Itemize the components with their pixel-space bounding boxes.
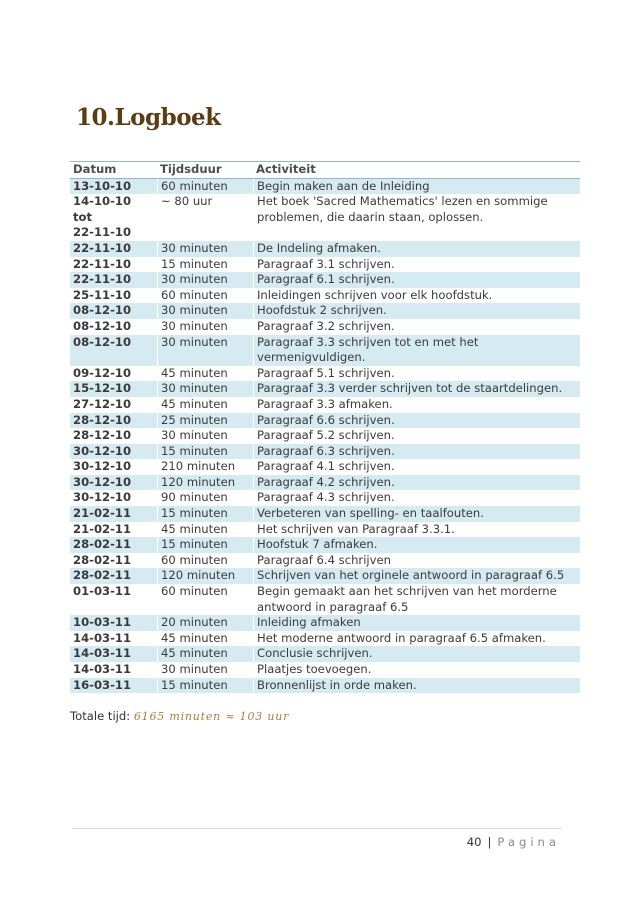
- cell-duration: 210 minuten: [157, 459, 253, 475]
- cell-activity: Paragraaf 4.1 schrijven.: [253, 459, 580, 475]
- table-row: [70, 397, 580, 413]
- table-row: [70, 335, 580, 366]
- header-activity: Activiteit: [256, 162, 316, 176]
- footer-separator: |: [487, 835, 492, 849]
- cell-date: 09-12-10: [73, 365, 132, 380]
- cell-activity: Paragraaf 5.2 schrijven.: [253, 428, 580, 444]
- cell-duration: 15 minuten: [157, 506, 253, 522]
- header-duration: Tijdsduur: [160, 162, 222, 176]
- cell-date: 28-12-10: [73, 412, 132, 427]
- cell-date: 30-12-10: [73, 443, 132, 458]
- table-row: [70, 662, 580, 678]
- cell-duration: 90 minuten: [157, 490, 253, 506]
- cell-date: 14-03-11: [73, 630, 132, 645]
- cell-duration: 30 minuten: [157, 428, 253, 444]
- cell-activity: Bronnenlijst in orde maken.: [253, 678, 580, 694]
- cell-duration: ~ 80 uur: [157, 194, 253, 241]
- table-row: [70, 459, 580, 475]
- table-row: [70, 241, 580, 257]
- cell-activity: Paragraaf 3.3 afmaken.: [253, 397, 580, 413]
- cell-activity: Paragraaf 4.3 schrijven.: [253, 490, 580, 506]
- cell-date: 16-03-11: [73, 677, 132, 692]
- table-row: [70, 537, 580, 553]
- cell-duration: 45 minuten: [157, 366, 253, 382]
- cell-duration: 60 minuten: [157, 584, 253, 615]
- cell-date: 27-12-10: [73, 396, 132, 411]
- cell-date: 01-03-11: [73, 584, 132, 599]
- cell-activity: Paragraaf 6.4 schrijven: [253, 553, 580, 569]
- cell-duration: 30 minuten: [157, 303, 253, 319]
- cell-date: 08-12-10: [73, 334, 132, 349]
- cell-date: 14-03-11: [73, 646, 132, 661]
- cell-date: 08-12-10: [73, 318, 132, 333]
- cell-activity: Hoofdstuk 2 schrijven.: [253, 303, 580, 319]
- cell-duration: 30 minuten: [157, 335, 253, 366]
- cell-duration: 30 minuten: [157, 241, 253, 257]
- cell-duration: 120 minuten: [157, 568, 253, 584]
- cell-duration: 30 minuten: [157, 662, 253, 678]
- cell-date: 22-11-10: [73, 256, 132, 271]
- cell-activity: Het moderne antwoord in paragraaf 6.5 afmaken.: [253, 631, 580, 647]
- cell-activity: Paragraaf 4.2 schrijven.: [253, 475, 580, 491]
- cell-activity: Het boek 'Sacred Mathematics' lezen en sommige problemen, die daarin staan, oplossen.: [253, 194, 580, 241]
- cell-duration: 60 minuten: [157, 288, 253, 304]
- cell-date: 30-12-10: [73, 474, 132, 489]
- cell-duration: 60 minuten: [157, 179, 253, 195]
- cell-activity: Paragraaf 6.1 schrijven.: [253, 272, 580, 288]
- cell-activity: Paragraaf 3.2 schrijven.: [253, 319, 580, 335]
- table-row: [70, 303, 580, 319]
- table-row: [70, 288, 580, 304]
- table-row: [70, 272, 580, 288]
- cell-duration: 25 minuten: [157, 413, 253, 429]
- cell-duration: 15 minuten: [157, 537, 253, 553]
- table-row: [70, 179, 580, 195]
- table-row: [70, 615, 580, 631]
- table-row: [70, 366, 580, 382]
- cell-date: 14-10-10 tot 22-11-10: [73, 194, 132, 240]
- table-row: [70, 631, 580, 647]
- cell-date: 28-02-11: [73, 537, 132, 552]
- table-row: [70, 194, 580, 241]
- cell-date: 21-02-11: [73, 506, 132, 521]
- table-row: [70, 381, 580, 397]
- cell-activity: Paragraaf 6.3 schrijven.: [253, 444, 580, 460]
- cell-date: 14-03-11: [73, 662, 132, 676]
- cell-date: 30-12-10: [73, 459, 132, 474]
- total-label: Totale tijd:: [70, 709, 131, 723]
- page-footer: [467, 835, 560, 849]
- cell-duration: 45 minuten: [157, 631, 253, 647]
- table-row: [70, 428, 580, 444]
- footer-divider: [72, 828, 562, 829]
- cell-date: 21-02-11: [73, 521, 132, 536]
- cell-date: 13-10-10: [73, 178, 132, 193]
- table-row: [70, 584, 580, 615]
- cell-duration: 45 minuten: [157, 646, 253, 662]
- table-header: [70, 162, 580, 179]
- cell-activity: Hoofstuk 7 afmaken.: [253, 537, 580, 553]
- cell-duration: 30 minuten: [157, 272, 253, 288]
- cell-activity: Paragraaf 5.1 schrijven.: [253, 366, 580, 382]
- cell-date: 28-02-11: [73, 552, 132, 567]
- cell-activity: Inleidingen schrijven voor elk hoofdstuk.: [253, 288, 580, 304]
- cell-duration: 15 minuten: [157, 678, 253, 694]
- cell-duration: 15 minuten: [157, 257, 253, 273]
- logbook-table: [70, 161, 580, 693]
- cell-date: 22-11-10: [73, 272, 132, 287]
- cell-activity: Begin gemaakt aan het schrijven van het morderne antwoord in paragraaf 6.5: [253, 584, 580, 615]
- cell-activity: Conclusie schrijven.: [253, 646, 580, 662]
- total-time: [70, 709, 289, 723]
- cell-date: 10-03-11: [73, 615, 132, 630]
- cell-duration: 60 minuten: [157, 553, 253, 569]
- cell-activity: Paragraaf 6.6 schrijven.: [253, 413, 580, 429]
- cell-duration: 30 minuten: [157, 319, 253, 335]
- cell-duration: 30 minuten: [157, 381, 253, 397]
- table-row: [70, 444, 580, 460]
- cell-date: 15-12-10: [73, 381, 132, 396]
- cell-date: 30-12-10: [73, 490, 132, 505]
- cell-duration: 15 minuten: [157, 444, 253, 460]
- table-row: [70, 522, 580, 538]
- table-row: [70, 475, 580, 491]
- cell-duration: 120 minuten: [157, 475, 253, 491]
- cell-duration: 20 minuten: [157, 615, 253, 631]
- cell-duration: 45 minuten: [157, 522, 253, 538]
- cell-activity: De Indeling afmaken.: [253, 241, 580, 257]
- table-body: [70, 179, 580, 694]
- cell-activity: Het schrijven van Paragraaf 3.3.1.: [253, 522, 580, 538]
- table-row: [70, 257, 580, 273]
- cell-duration: 45 minuten: [157, 397, 253, 413]
- table-row: [70, 568, 580, 584]
- cell-activity: Paragraaf 3.3 schrijven tot en met het vermenigvuldigen.: [253, 335, 580, 366]
- cell-date: 22-11-10: [73, 240, 132, 255]
- page-title: 10.Logboek: [76, 104, 221, 131]
- total-formula: 6165 minuten ≈ 103 uur: [133, 710, 290, 723]
- header-date: Datum: [73, 162, 117, 176]
- table-row: [70, 506, 580, 522]
- table-row: [70, 678, 580, 694]
- cell-activity: Plaatjes toevoegen.: [253, 662, 580, 678]
- cell-activity: Inleiding afmaken: [253, 615, 580, 631]
- cell-date: 28-12-10: [73, 428, 132, 443]
- page-word: Pagina: [497, 835, 560, 849]
- cell-activity: Paragraaf 3.3 verder schrijven tot de staartdelingen.: [253, 381, 580, 397]
- page-number: 40: [466, 835, 482, 849]
- table-row: [70, 319, 580, 335]
- cell-date: 25-11-10: [73, 287, 132, 302]
- table-row: [70, 490, 580, 506]
- cell-activity: Paragraaf 3.1 schrijven.: [253, 257, 580, 273]
- cell-activity: Verbeteren van spelling- en taalfouten.: [253, 506, 580, 522]
- cell-date: 08-12-10: [73, 303, 132, 318]
- cell-date: 28-02-11: [73, 568, 132, 583]
- cell-activity: Schrijven van het orginele antwoord in paragraaf 6.5: [253, 568, 580, 584]
- cell-activity: Begin maken aan de Inleiding: [253, 179, 580, 195]
- table-row: [70, 553, 580, 569]
- table-row: [70, 646, 580, 662]
- table-row: [70, 413, 580, 429]
